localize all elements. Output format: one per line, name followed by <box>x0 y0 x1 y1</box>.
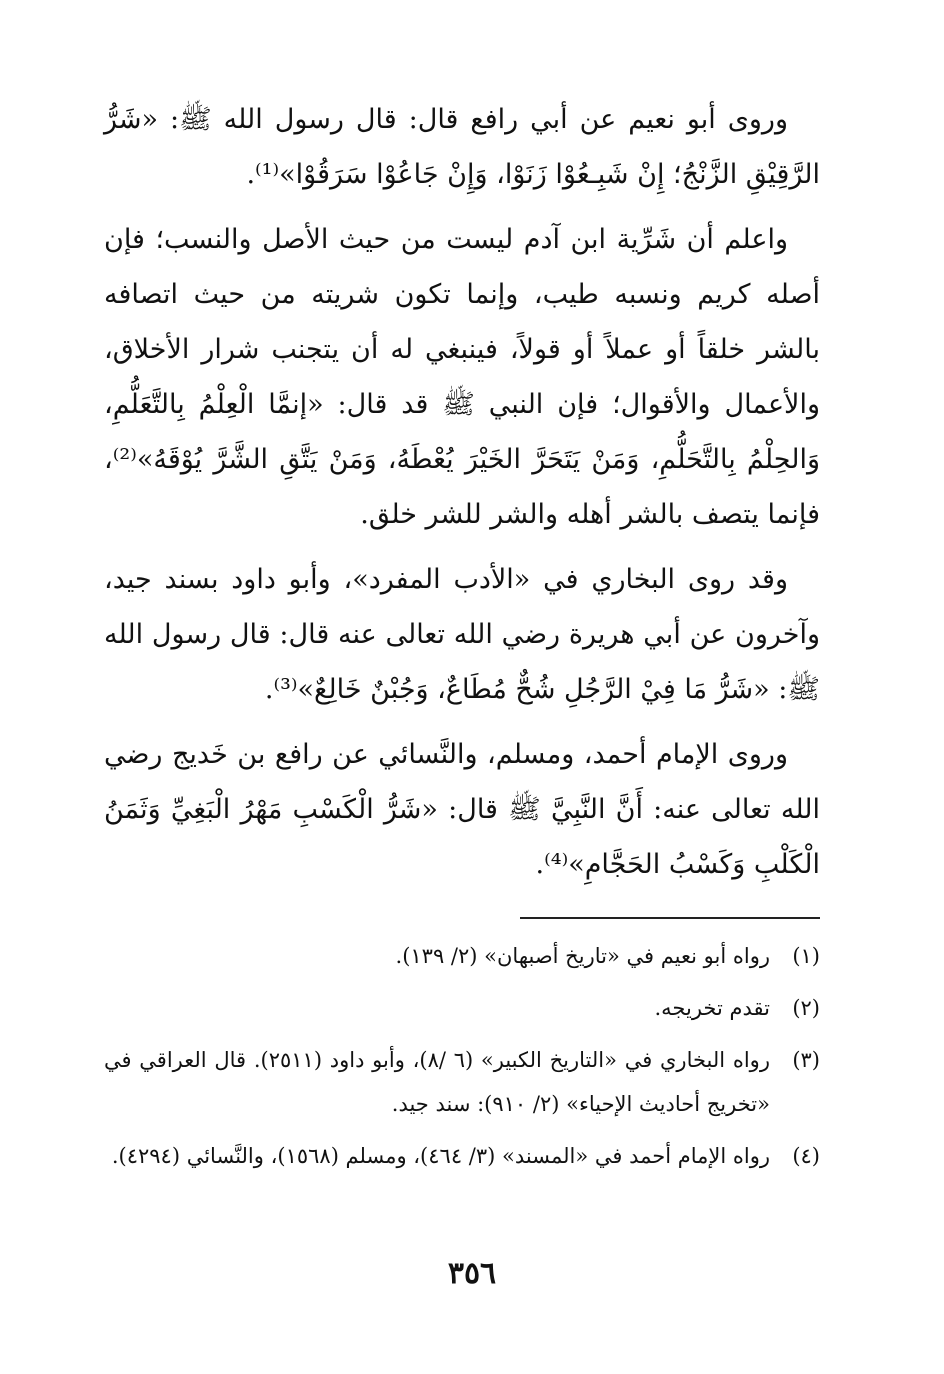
footnote-number: (٣) <box>792 1048 820 1072</box>
footnote-3 <box>104 1038 820 1126</box>
footnote-text: رواه أبو نعيم في «تاريخ أصبهان» (٢/ ١٣٩). <box>395 944 770 968</box>
footnote-divider <box>520 917 820 919</box>
footnote-number: (١) <box>792 944 820 968</box>
footnote-text: رواه البخاري في «التاريخ الكبير» (٦ /٨)، وأبو داود (٢٥١١). قال العراقي في «تخريج أحاديث الإحياء» (٢/ ٩١٠): سند جيد. <box>104 1048 770 1116</box>
footnote-4 <box>104 1134 820 1178</box>
paragraph-1: وروى أبو نعيم عن أبي رافع قال: قال رسول الله ﷺ: «شَرُّ الرَّقِيْقِ الزَّنْجُ؛ إِنْ شَبِـعُوْا زَنَوْا، وَإِنْ جَاعُوْا سَرَقُوْا»⁽¹⁾. <box>104 104 820 190</box>
footnote-1 <box>104 934 820 978</box>
paragraph-4: وروى الإمام أحمد، ومسلم، والنَّسائي عن رافع بن خَديج رضي الله تعالى عنه: أَنَّ النَّبِيَّ ﷺ قال: «شَرُّ الْكَسْبِ مَهْرُ الْبَغِيِّ وَثَمَنُ الْكَلْبِ وَكَسْبُ الحَجَّامِ»⁽⁴⁾. <box>104 739 820 880</box>
footnote-text: رواه الإمام أحمد في «المسند» (٣/ ٤٦٤)، ومسلم (١٥٦٨)، والنَّسائي (٤٢٩٤). <box>111 1144 770 1168</box>
paragraph-3: وقد روى البخاري في «الأدب المفرد»، وأبو داود بسند جيد، وآخرون عن أبي هريرة رضي الله تعالى عنه قال: قال رسول الله ﷺ: «شَرُّ مَا فِيْ الرَّجُلِ شُحٌّ مُطَاعٌ، وَجُبْنٌ خَالِعٌ»⁽³⁾. <box>104 564 820 705</box>
footnote-2 <box>104 986 820 1030</box>
page-number: ٣٥٦ <box>447 1256 497 1291</box>
paragraph-2: واعلم أن شَرِّية ابن آدم ليست من حيث الأصل والنسب؛ فإن أصله كريم ونسبه طيب، وإنما تكون شريته من حيث اتصافه بالشر خلقاً أو عملاً أو قولاً، فينبغي له أن يتجنب شرار الأخلاق، والأعمال والأقوال؛ فإن النبي ﷺ قد قال: «إنمَّا الْعِلْمُ بِالتَّعَلُّمِ، وَالحِلْمُ بِالتَّحَلُّمِ، وَمَنْ يَتَحَرَّ الخَيْرَ يُعْطَهُ، وَمَنْ يَتَّقِ الشَّرَّ يُوْقَهُ»⁽²⁾، فإنما يتصف بالشر أهله والشر للشر خلق. <box>104 224 820 530</box>
main-text <box>104 92 820 902</box>
footnotes <box>104 934 820 1186</box>
footnote-number: (٤) <box>792 1144 820 1168</box>
footnote-text: تقدم تخريجه. <box>654 996 770 1020</box>
footnote-number: (٢) <box>792 996 820 1020</box>
